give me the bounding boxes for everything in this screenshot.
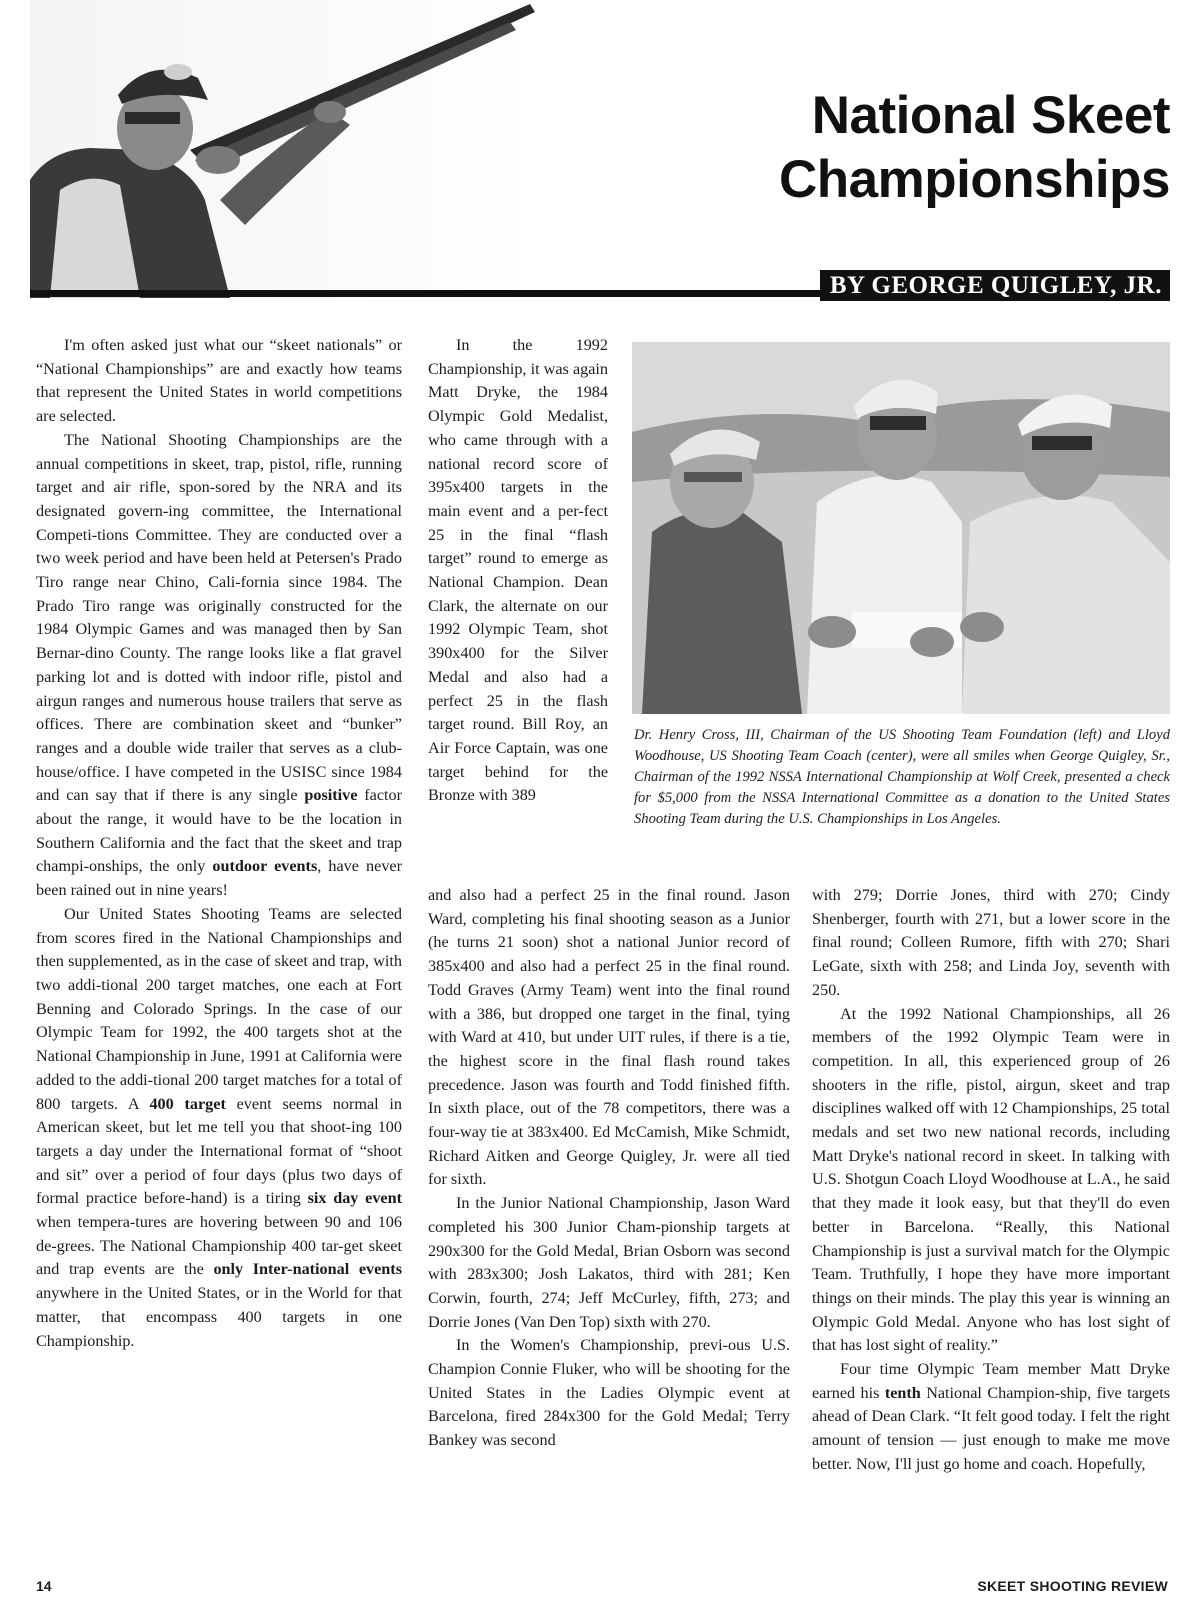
- shooter-photo: [30, 0, 535, 298]
- paragraph: In the Junior National Championship, Jason Ward completed his 300 Junior Cham-pionship targets at 290x300 for the Gold Medal, Brian Osborn was second with 283x300; Josh Lakatos, third with 281; Ken Corwin, fourth, 274; Jeff McCurley, fifth, 273; and Dorrie Jones (Van Den Top) sixth with 270.: [428, 1194, 790, 1331]
- paragraph: In the 1992 Championship, it was again Matt Dryke, the 1984 Olympic Gold Medalist, who came through with a national record score of 395x400 targets in the main event and a per-fect 25 in the final “flash target” round to emerge as National Champion. Dean Clark, the alternate on our 1992 Olympic Team, shot 390x400 for the Silver Medal and also had a perfect 25 in the flash target round. Bill Roy, an Air Force Captain, was one target behind for the Bronze with 389: [428, 336, 608, 805]
- title-line-1: National Skeet: [811, 86, 1170, 145]
- emphasis: six day event: [307, 1189, 403, 1208]
- emphasis: positive: [304, 786, 358, 805]
- paragraph: The National Shooting Championships are the annual competitions in skeet, trap, pistol, rifle, running target and air rifle, spon-sored by the NRA and its designated govern-ing committee, the International Competi-tions Committee. They are conducted over a two week period and have been held at Petersen's Prado Tiro range near Chino, Cali-fornia since 1984. The Prado Tiro range was originally constructed for the 1984 Olympic Games and was managed then by San Bernar-dino County. The range looks like a flat gravel parking lot and is dotted with indoor rifle, pistol and airgun ranges and numerous house trailers that serve as offices. There are combination skeet and “bunker” ranges and a double wide trailer that serves as a club-house/office. I have competed in the USISC since 1984 and can say that if there is any single positive factor about the range, it would have to be the location in Southern California and the fact that the skeet and trap champi-onships, the only outdoor events, have never been rained out in nine years!: [36, 430, 402, 900]
- emphasis: tenth: [884, 1383, 921, 1402]
- photo-caption: Dr. Henry Cross, III, Chairman of the US Shooting Team Foundation (left) and Lloyd Woodhouse, US Shooting Team Coach (center), were all smiles when George Quigley, Sr., Chairman of the 1992 NSSA International Championship at Wolf Creek, presented a check for $5,000 from the NSSA International Committee as a donation to the United States Shooting Team during the U.S. Championships in Los Angeles.: [634, 727, 1170, 827]
- paragraph: I'm often asked just what our “skeet nationals” or “National Championships” are and exactly how teams that represent the United States in world competitions are selected.: [36, 336, 402, 426]
- publication-name: SKEET SHOOTING REVIEW: [977, 1578, 1168, 1594]
- byline: BY GEORGE QUIGLEY, JR.: [820, 270, 1170, 301]
- paragraph: At the 1992 National Championships, all 26 members of the 1992 Olympic Team were in competition. In all, this experienced group of 26 shooters in the rifle, pistol, airgun, skeet and trap disciplines walked off with 12 Championships, 25 total medals and set two new national records, including Matt Dryke's national record in skeet. In talking with U.S. Shotgun Coach Lloyd Woodhouse at L.A., he said that they made it look easy, but that they'll do even better in Barcelona. “Really, this National Championship is just a survival match for the Olympic Team. Truthfully, I hope they have more important things on their minds. The play this year is winning an Olympic Gold Medal. Anyone who has lost sight of that has lost sight of reality.”: [812, 1004, 1170, 1355]
- paragraph: with 279; Dorrie Jones, third with 270; Cindy Shenberger, fourth with 271, but a lower score in the final round; Colleen Rumore, fifth with 270; Shari LeGate, sixth with 258; and Linda Joy, seventh with 250.: [812, 886, 1170, 999]
- article-column-1: [36, 334, 402, 1353]
- emphasis: only Inter-national events: [213, 1260, 403, 1279]
- title-line-2: Championships: [778, 150, 1170, 209]
- article-column-2-top: [428, 334, 608, 808]
- article-title: [670, 84, 1170, 212]
- emphasis: 400 target: [149, 1094, 226, 1113]
- article-column-2: [428, 884, 790, 1453]
- paragraph: Four time Olympic Team member Matt Dryke earned his tenth National Champion-ship, five targets ahead of Dean Clark. “It felt good today. I felt the right amount of tension — just enough to make me move better. Now, I'll just go home and coach. Hopefully,: [812, 1360, 1170, 1473]
- article-column-3: [812, 884, 1170, 1477]
- page-number: 14: [36, 1578, 52, 1594]
- paragraph: In the Women's Championship, previ-ous U.S. Champion Connie Fluker, who will be shooting for the United States in the Ladies Olympic event at Barcelona, fired 284x300 for the Gold Medal; Terry Bankey was second: [428, 1336, 790, 1450]
- paragraph: and also had a perfect 25 in the final round. Jason Ward, completing his final shooting season as a Junior (he turns 21 soon) shot a national Junior record of 385x400 and also had a perfect 25 in the final round. Todd Graves (Army Team) went into the final round with a 386, but dropped one target in the final, tying with Ward at 410, but under UIT rules, if there is a tie, the highest score in the final flash round takes precedence. Jason was fourth and Todd finished fifth. In sixth place, out of the 78 competitors, there was a four-way tie at 383x400. Ed McCamish, Mike Schmidt, Richard Aitken and George Quigley, Jr. were all tied for sixth.: [428, 886, 790, 1189]
- presentation-photo: [632, 342, 1170, 714]
- paragraph: Our United States Shooting Teams are selected from scores fired in the National Championships and then supplemented, as in the case of skeet and trap, with two addi-tional 200 target matches, one each at Fort Benning and Colorado Springs. In the case of our Olympic Team for 1992, the 400 targets shot at the National Championship in June, 1991 at California were added to the addi-tional 200 target matches for a total of 800 targets. A 400 target event seems normal in American skeet, but let me tell you that shoot-ing 100 targets a day under the International format of “shoot and sit” over a period of four days (plus two days of formal practice before-hand) is a tiring six day event when tempera-tures are hovering between 90 and 106 de-grees. The National Championship 400 tar-get skeet and trap events are the only Inter-national events anywhere in the United States, or in the World for that matter, that encompass 400 targets in one Championship.: [36, 904, 403, 1350]
- emphasis: outdoor events: [212, 857, 318, 876]
